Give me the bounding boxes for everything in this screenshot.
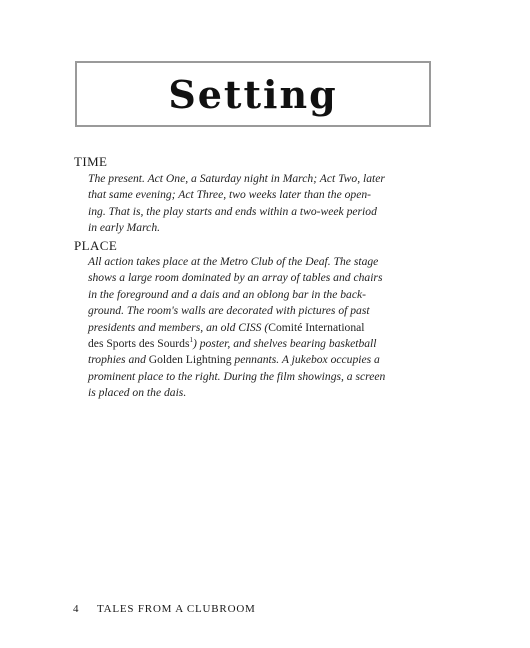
paragraph-line: All action takes place at the Metro Club of the Deaf. The stage — [88, 255, 379, 268]
line-text: trophies — [88, 353, 126, 367]
place-heading: PLACE — [74, 238, 118, 253]
paragraph-line: is placed on the dais. — [88, 386, 187, 400]
paragraph-line: ing. That is, the play starts and ends within a two-week period — [88, 204, 377, 218]
paragraph-line: ground. The room's walls are decorated with pictures of past — [88, 304, 370, 318]
title-box — [75, 61, 431, 127]
page-title: Setting — [168, 72, 338, 117]
paragraph-line: The present. Act One, a Saturday night in March; Act Two, later — [88, 172, 385, 185]
organization-name: Comité International — [268, 320, 365, 334]
paragraph-line: that same evening; Act Three, two weeks later than the open- — [88, 188, 372, 202]
footnote-marker: 1 — [189, 336, 193, 345]
line-text: ) poster, and shelves bearing basketball — [192, 337, 377, 351]
page-number: 4 — [73, 603, 80, 615]
running-title: TALES FROM A CLUBROOM — [97, 603, 256, 615]
place-paragraph — [88, 254, 433, 402]
paragraph-line — [88, 320, 433, 336]
time-paragraph — [88, 171, 433, 237]
paragraph-line — [88, 352, 433, 368]
line-text: and — [125, 353, 149, 367]
paragraph-line: shows a large room dominated by an array of tables and chairs — [88, 271, 383, 285]
page-footer — [73, 603, 256, 615]
line-text: pennants. A jukebox occupies a — [231, 353, 380, 367]
time-heading: TIME — [74, 154, 108, 169]
team-name: Golden Lightning — [148, 353, 232, 367]
paragraph-line: in early March. — [88, 221, 161, 235]
line-text: presidents and members, an old CISS ( — [88, 320, 269, 334]
paragraph-line — [88, 336, 433, 352]
paragraph-line: prominent place to the right. During the film showings, a screen — [88, 369, 386, 383]
paragraph-line: in the foreground and a dais and an oblong bar in the back- — [88, 287, 367, 301]
organization-name: des Sports des Sourds — [88, 337, 190, 351]
